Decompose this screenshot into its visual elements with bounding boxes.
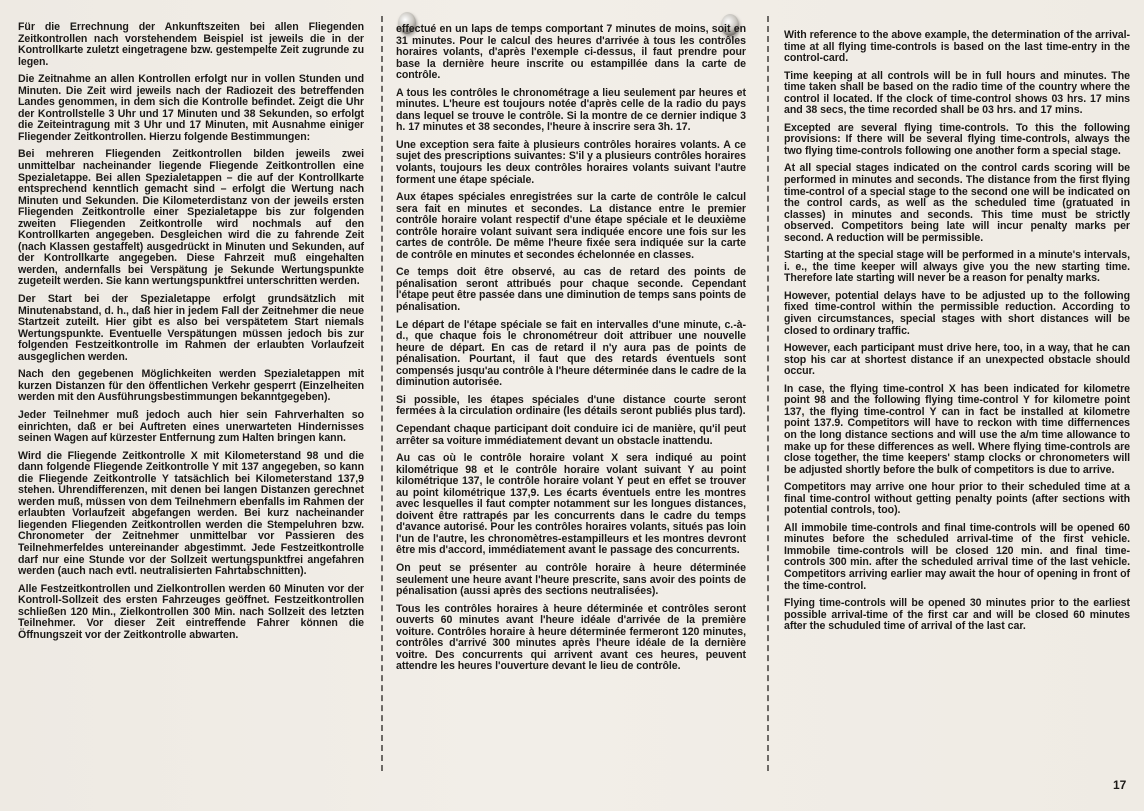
french-paragraph: Une exception sera faite à plusieurs contrôles horaires volants. A ce sujet des prescriptions suivantes: S'il y a plusieurs contrôles horaires volants, toujours les deux contrôles horaires volants suivant l'autre forment une étape spéciale. (396, 138, 746, 186)
page-number: 17 (1113, 778, 1127, 792)
english-paragraph: However, each participant must drive here, too, in a way, that he can stop his car at shortest distance if an unexpected obstacle should occur. (784, 342, 1130, 378)
french-paragraph: Tous les contrôles horaires à heure déterminée et contrôles seront ouverts 60 minutes avant l'heure idéale d'arrivée de la première voiture. Contrôles horaire à heure déterminée fermeront 120 minutes, contrôles d'arrivé 300 minutes après l'heure idéale de la dernière voitre. Des concurrents qui arrivent avant ces heures, peuvent attendre les heures l'ouverture devant le lieu de contrôle. (396, 602, 746, 673)
german-column (18, 22, 364, 647)
english-column (784, 30, 1130, 639)
english-paragraph: With reference to the above example, the determination of the arrival-time at all flying time-controls is based on the last time-entry in the control-card. (784, 29, 1130, 65)
french-paragraph: Si possible, les étapes spéciales d'une distance courte seront fermées à la circulation ordinaire (les détails seront publiés plus tard). (396, 393, 746, 418)
english-paragraph: Time keeping at all controls will be in full hours and minutes. The time taken shall be based on the radio time of the country where the control il located. If the clock of time-control shows 03 hrs. 17 mins and 38 secs, the time recorded shall be 03 hrs. and 17 mins. (784, 69, 1130, 117)
french-paragraph: Le départ de l'étape spéciale se fait en intervalles d'une minute, c.-à-d., que chaque fois le chronométreur doit attribuer une nouvelle heure de départ. En cas de retard il n'y aura pas de points de pénalisation. Pourtant, il faut que des retards éventuels sont compensés jusqu'au contrôle à l'heure déterminée dans le cadre de la diminution autorisée. (396, 318, 746, 389)
column-divider-right (767, 16, 769, 771)
french-paragraph: Cependant chaque participant doit conduire ici de manière, qu'il peut arrêter sa voiture immédiatement devant un obstacle inattendu. (396, 422, 746, 447)
column-divider-left (381, 16, 383, 771)
french-paragraph: Au cas où le contrôle horaire volant X sera indiqué au point kilométrique 98 et le contrôle horaire volant suivant Y au point kilométrique 137, le contrôle horaire volant Y peut en effet se trouver au point kilométrique 137,9. Les écarts éventuels entre les montres avec lesquelles il faut compter notamment sur les longues distances, doivent être rattrapés par les concurrents dans le cadre du temps d'avance autorisé. Pour les contrôles horaires volants, situés pas loin l'un de l'autre, les chronomètres-estampilleurs et les montres devront être mis d'accord, immédiatement avant le passage des concurrents. (396, 452, 746, 557)
german-paragraph: Der Start bei der Spezialetappe erfolgt grundsätzlich mit Minutenabstand, d. h., daß hier in jedem Fall der Zeitnehmer die neue Startzeit zuteilt. Hier gibt es also bei verspätetem Start niemals Wertungspunkte. Eventuelle Verspätungen müssen jedoch bis zur folgenden Festzeitkontrolle im Rahmen der erlaubten Vorlaufzeit ausgeglichen werden. (18, 293, 364, 363)
french-paragraph: Ce temps doit être observé, au cas de retard des points de pénalisation seront attribués pour chaque seconde. Cependant l'étape peut être passée dans une diminution de temps sans points de pénalisation. (396, 266, 746, 314)
german-paragraph: Alle Festzeitkontrollen und Zielkontrollen werden 60 Minuten vor der Kontroll-Sollzeit des ersten Fahrzeuges geöffnet. Festzeitkontrollen schließen 120 Min., Zielkontrollen 300 Min. nach Sollzeit des letzten Teilnehmer. Vor dieser Zeit eintreffende Fahrer können die Öffnungszeit vor der Zeitkontrolle abwarten. (18, 582, 364, 641)
english-paragraph: Excepted are several flying time-controls. To this the following provisions: If there will be several flying time-controls, always the two flying time-controls following one another form a special stage. (784, 121, 1130, 157)
german-paragraph: Die Zeitnahme an allen Kontrollen erfolgt nur in vollen Stunden und Minuten. Die Zeit wird jeweils nach der Radiozeit des betreffenden Landes genommen, in dem sich die Kontrolle befindet. Zeigt die Uhr der Kontrollstelle 3 Uhr und 17 Minuten und 38 Sekunden, so erfolgt die Zeiteintragung mit 3 Uhr und 17 Minuten, mit Ausnahme einiger Fliegender Zeitkontrollen. Hierzu folgende Bestimmungen: (18, 73, 364, 143)
german-paragraph: Jeder Teilnehmer muß jedoch auch hier sein Fahrverhalten so einrichten, daß er bei Auftreten eines unerwarteten Hindernisses seinen Wagen auf kürzester Entfernung zum Halten bringen kann. (18, 408, 364, 445)
french-paragraph: On peut se présenter au contrôle horaire à heure déterminée seulement une heure avant l'heure prescrite, sans avoir des points de pénalisation (aussi après des sections neutralisées). (396, 561, 746, 598)
german-paragraph: Nach den gegebenen Möglichkeiten werden Spezialetappen mit kurzen Distanzen für den öffentlichen Verkehr gesperrt (Einzelheiten werden mit den Ausführungsbestimmungen bekanntgegeben). (18, 368, 364, 404)
english-paragraph: All immobile time-controls and final time-controls will be opened 60 minutes before the scheduled arrival-time of the first vehicle. Immobile time-controls will be closed 120 min. and final time-controls 300 min. after the scheduled arrival time of the last vehicle. Competitors arriving earlier may await the hour of opening in front of the time-control. (784, 521, 1130, 592)
french-paragraph: A tous les contrôles le chronométrage a lieu seulement par heures et minutes. L'heure est toujours notée d'après celle de la radio du pays dans lequel se trouve le contrôle. Si la montre de ce dernier indique 3 h. 17 minutes et 38 secondes, l'heure à inscrire sera 3h. 17. (396, 86, 746, 134)
english-paragraph: However, potential delays have to be adjusted up to the following fixed time-control within the permissible reduction. According to given circumstances, special stages with short distances will be closed to ordinary traffic. (784, 289, 1130, 337)
german-paragraph: Für die Errechnung der Ankunftszeiten bei allen Fliegenden Zeitkontrollen nach vorstehendem Beispiel ist jeweils die in der Kontrollkarte zuletzt eingetragene bzw. gestempelte Zeit zugrunde zu legen. (18, 21, 364, 68)
english-paragraph: Competitors may arrive one hour prior to their scheduled time at a final time-control without getting penalty points (after sections with potential controls, too). (784, 481, 1130, 517)
german-paragraph: Wird die Fliegende Zeitkontrolle X mit Kilometerstand 98 und die dann folgende Fliegende Zeitkontrolle Y mit 137 angegeben, so kann die Fliegende Zeitkontrolle Y tatsächlich bei Kilometerstand 137,9 stehen. Uhrendifferenzen, mit denen bei langen Distanzen gerechnet werden muß, müssen von dem Teilnehmern ebenfalls im Rahmen der erlaubten Vorlaufzeit abgefangen werden. Bei kurz nacheinander liegenden Fliegenden Zeitkontrollen werden die Stempeluhren bzw. Chronometer der Zeitnehmer unmittelbar vor Passieren des Teilnehmerfeldes untereinander abgestimmt. Jede Festzeitkontrolle darf nur eine Stunde vor der Sollzeit wertungspunktfrei angefahren werden (auch nach evtl. neutralisierten Fahrtabschnitten). (18, 449, 364, 578)
french-paragraph: effectué en un laps de temps comportant 7 minutes de moins, soit en 31 minutes. Pour le calcul des heures d'arrivée à tous les contrôles horaires volants, d'après l'exemple ci-dessus, il faut prendre pour base la dernière heure inscrite ou estampillée dans la carte de contrôle. (396, 23, 746, 82)
english-paragraph: At all special stages indicated on the control cards scoring will be performed in minutes and seconds. The distance from the first flying time-control of a special stage to the second one will be indicated on the control cards, as well as the scheduled time (gratuated in classes) in minutes and seconds. This time must be strictly observed. Competitors being late will incur penalty marks per second. A reduction will be permissible. (784, 162, 1130, 244)
german-paragraph: Bei mehreren Fliegenden Zeitkontrollen bilden jeweils zwei unmittelbar nacheinander liegende Fliegende Zeitkontrollen eine Spezialetappe. Bei allen Spezialetappen – die auf der Kontrollkarte entsprechend kenntlich gemacht sind – erfolgt die Wertung nach Minuten und Sekunden. Die Kilometerdistanz von der jeweils ersten Fliegenden Zeitkontrolle einer Spezialetappe bis zur folgenden zweiten Fliegenden Zeitkontrolle wird nochmals auf den Kontrollkarten angegeben. Desgleichen wird die zu fahrende Zeit (nach Klassen gestaffelt) ausgedrückt in Minuten und Sekunden, auf der Kontrollkarte angegeben. Diese Fahrzeit muß eingehalten werden, andernfalls bei Verspätung je Sekunde Wertungspunkte zugeteilt werden. Sie kann wertungspunktfrei unterschritten werden. (18, 148, 364, 288)
english-paragraph: In case, the flying time-control X has been indicated for kilometre point 98 and the following flying time-control Y for kilometre point 137, the flying time-control Y can in fact be installed at kilometre point 137.9. Competitors will have to reckon with time differnences on the long distance sections and will use the a/m time allowance to make up for these differences as well. Where flying time-controls are close together, the time keepers' stamp clocks or chronometers will be adjusted shortly before the bulk of competitors is due to arrive. (784, 382, 1130, 476)
english-paragraph: Flying time-controls will be opened 30 minutes prior to the earliest possible arrival-time of the first car and will be closed 60 minutes after the schuduled time of arrival of the last car. (784, 597, 1130, 633)
french-column (396, 24, 746, 679)
french-paragraph: Aux étapes spéciales enregistrées sur la carte de contrôle le calcul sera fait en minutes et secondes. La distance entre le premier contrôle horaire volant respectif d'une étape spéciale et le deuxième contrôle horaire volant suivant sera indiquée encore une fois sur les cartes de contrôle. De même l'heure fixée sera indiquée sur la carte de contrôle en minutes et secondes échelonnée en classes. (396, 191, 746, 261)
english-paragraph: Starting at the special stage will be performed in a minute's intervals, i. e., the time keeper will always give you the new starting time. Therefore late starting will never be a reason for penalty marks. (784, 249, 1130, 285)
